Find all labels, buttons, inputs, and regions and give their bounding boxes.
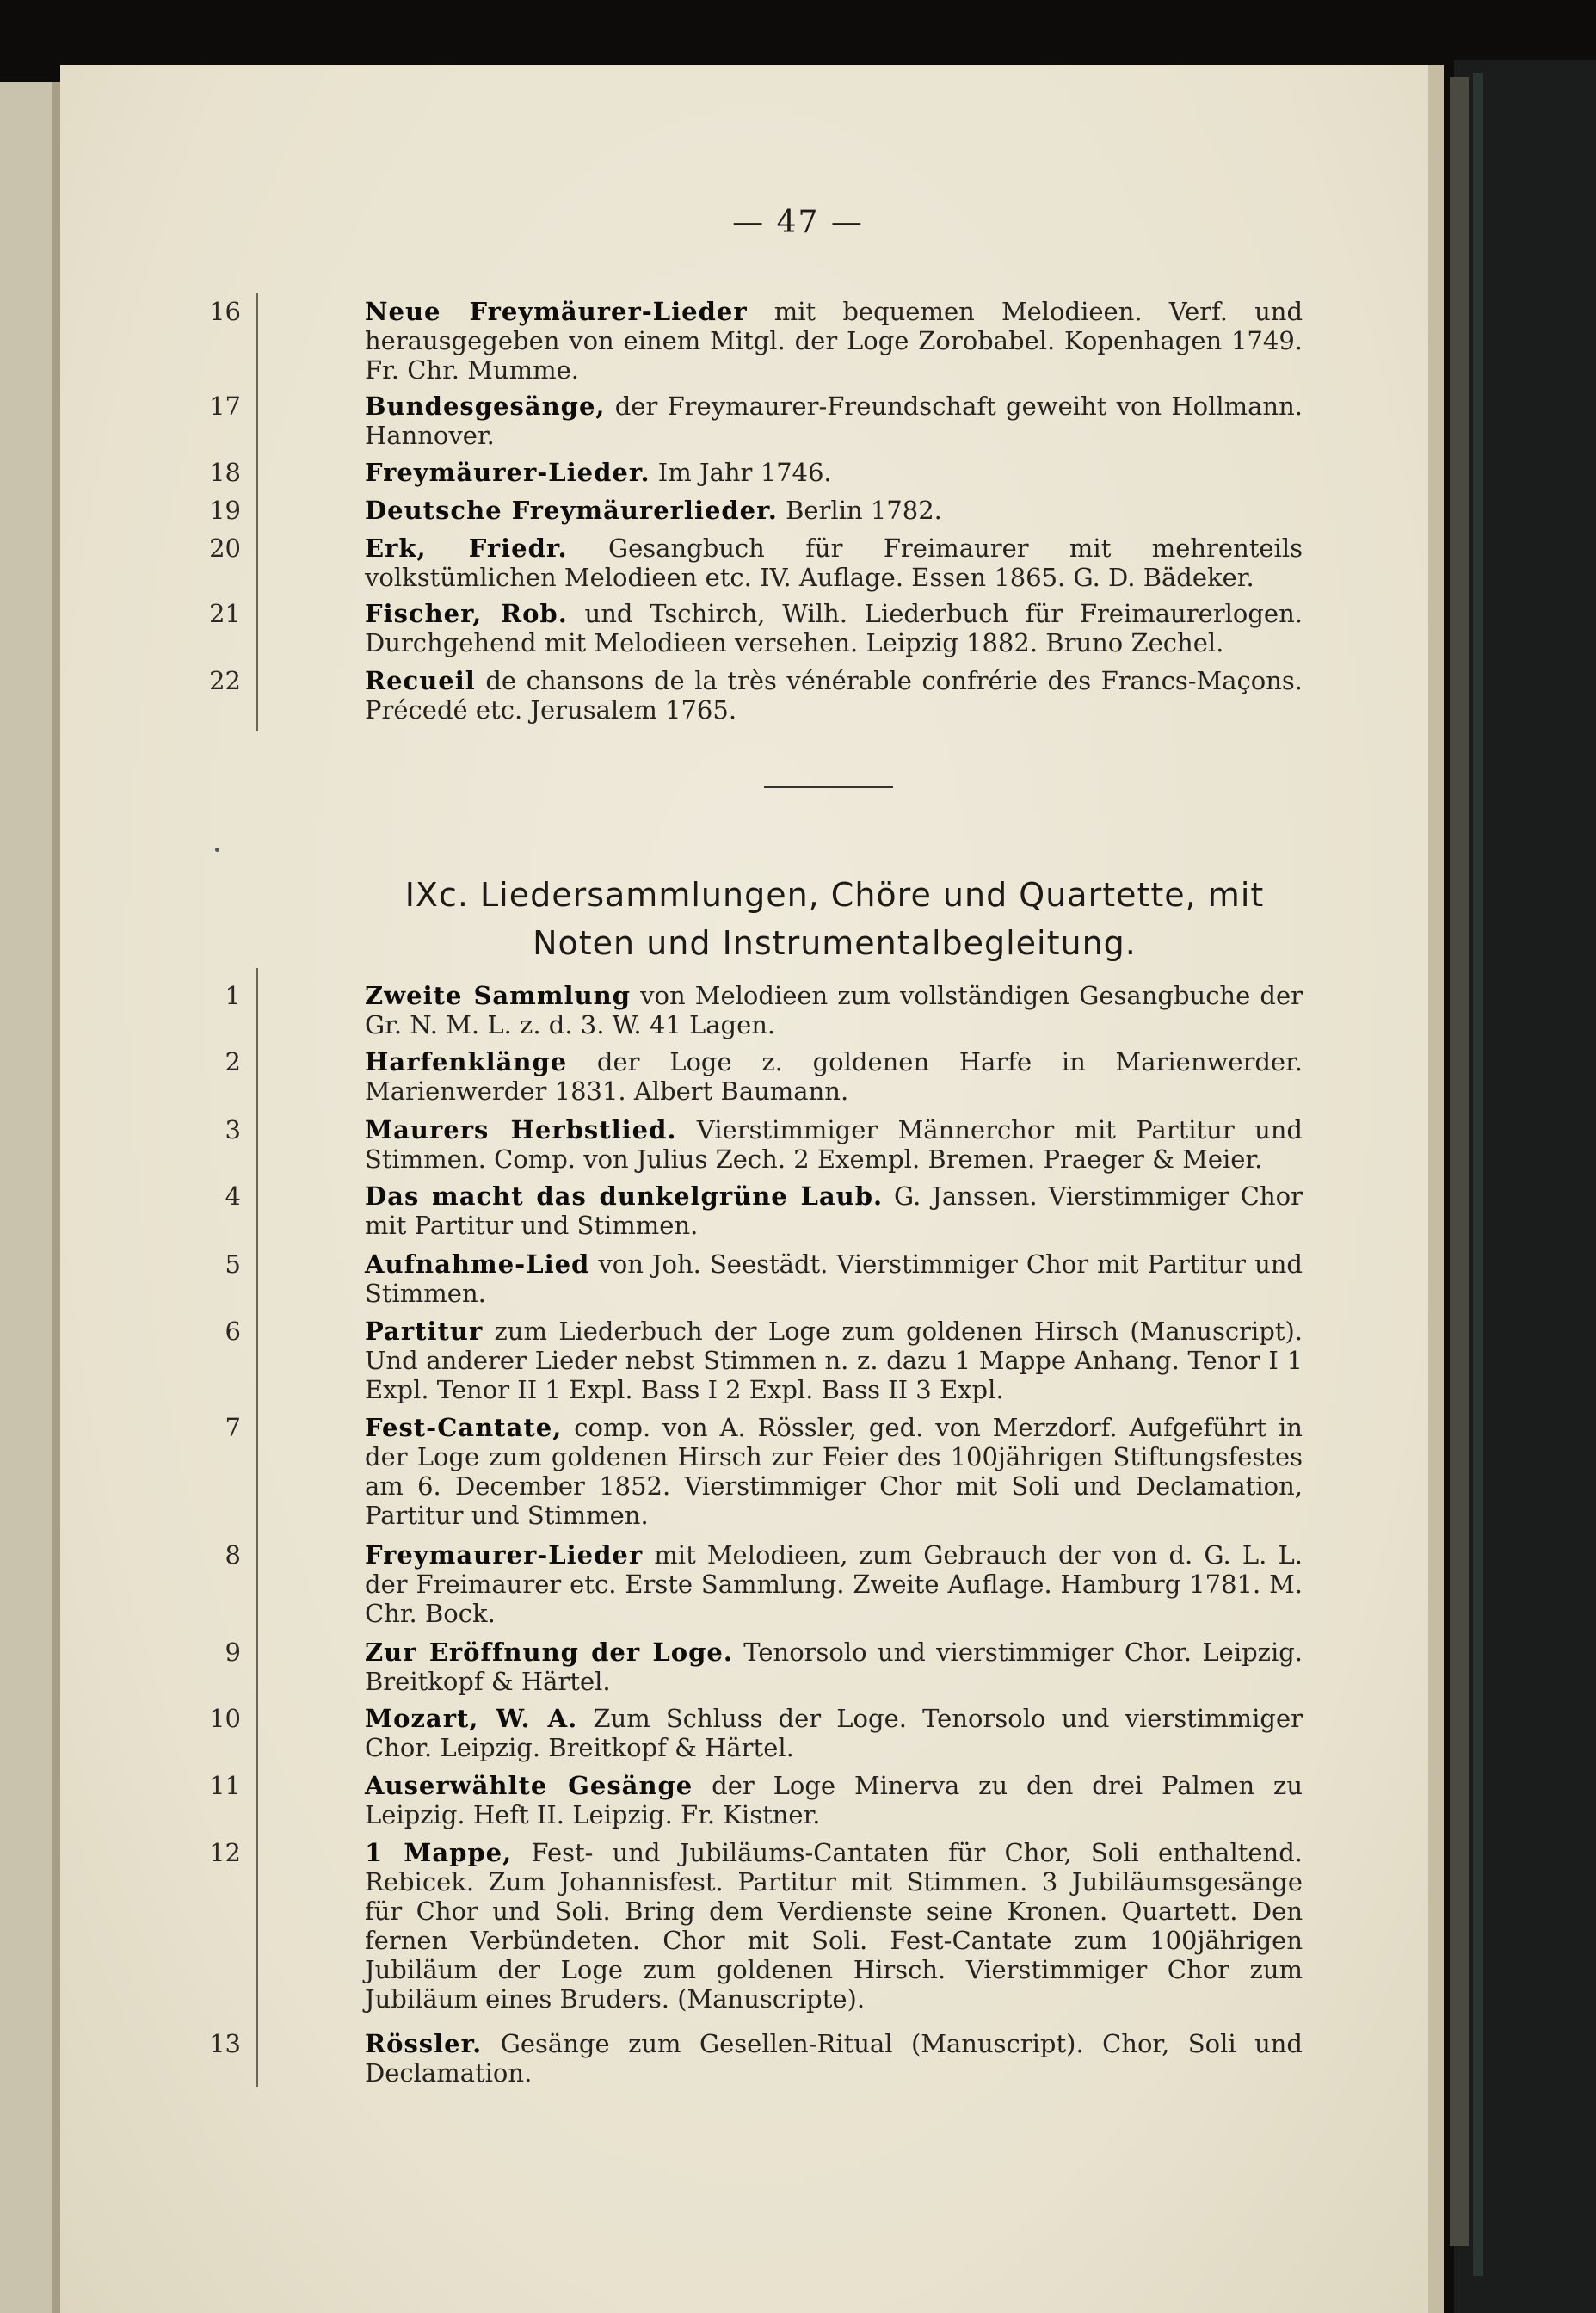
entry-text: Gesänge zum Gesellen-Ritual (Manuscript). Chor, Soli und Declamation. (365, 2029, 1303, 2088)
entry-text: comp. von A. Rössler, ged. von Merzdorf. Aufgeführt in der Loge zum goldenen Hirsch zur Feier des 100jährigen Stiftungsfestes am 6. December 1852. Vierstimmiger Chor mit Soli und Declamation, Partitur und Stimmen. (365, 1413, 1303, 1530)
entry-title: Aufnahme-Lied (365, 1249, 590, 1279)
entry-number: 17 (209, 392, 241, 421)
catalog-entry (365, 1638, 1303, 1696)
entry-text: G. Janssen. Vierstimmiger Chor mit Partitur und Stimmen. (365, 1181, 1303, 1240)
entry-number: 2 (225, 1047, 241, 1076)
entry-text: Gesangbuch für Freimaurer mit mehrenteils volkstümlichen Melodieen etc. IV. Auflage. Essen 1865. G. D. Bädeker. (365, 534, 1303, 592)
left-page-shadow (52, 82, 60, 2313)
entry-title: Freymäurer-Lieder. (365, 458, 650, 487)
page-fore-edge (1428, 65, 1444, 2313)
section-heading (379, 871, 1291, 967)
margin-rule-top (256, 293, 258, 731)
entry-number: 11 (209, 1771, 241, 1800)
entry-text: der Freymaurer-Freundschaft geweiht von Hollmann. Hannover. (365, 392, 1303, 450)
entry-title: Neue Freymäurer-Lieder (365, 297, 748, 326)
binding-edge (1450, 77, 1469, 2246)
entry-title: Partitur (365, 1317, 484, 1346)
catalog-entry (365, 1317, 1303, 1404)
entry-title: 1 Mappe, (365, 1838, 513, 1867)
page-number: — 47 — (732, 205, 864, 240)
entry-title: Zweite Sammlung (365, 981, 632, 1010)
entry-text: Im Jahr 1746. (650, 458, 832, 487)
catalog-entry (365, 981, 1303, 1039)
catalog-entry (365, 392, 1303, 450)
entry-number: 9 (225, 1638, 241, 1667)
entry-number: 16 (209, 297, 241, 326)
entry-number: 21 (209, 599, 241, 628)
catalog-entry (365, 1704, 1303, 1762)
section-heading-line2: Noten und Instrumentalbegleitung. (533, 924, 1137, 962)
entry-number: 4 (225, 1181, 241, 1211)
entry-number: 18 (209, 458, 241, 487)
entry-title: Deutsche Freymäurerlieder. (365, 496, 778, 525)
margin-dot (215, 848, 219, 852)
catalog-entry (365, 1771, 1303, 1829)
catalog-entry (365, 1540, 1303, 1628)
entry-text: mit bequemen Melodieen. Verf. und herausgegeben von einem Mitgl. der Loge Zorobabel. Kopenhagen 1749. Fr. Chr. Mumme. (365, 297, 1303, 385)
entry-number: 7 (225, 1413, 241, 1442)
entry-title: Freymaurer-Lieder (365, 1540, 644, 1570)
entry-text: Vierstimmiger Männerchor mit Partitur und Stimmen. Comp. von Julius Zech. 2 Exempl. Bremen. Praeger & Meier. (365, 1115, 1303, 1174)
entry-number: 13 (209, 2029, 241, 2058)
entry-title: Fischer, Rob. (365, 599, 568, 628)
catalog-entry (365, 1115, 1303, 1174)
entry-text: von Melodieen zum vollständigen Gesangbuche der Gr. N. M. L. z. d. 3. W. 41 Lagen. (365, 981, 1303, 1039)
entry-text: Zum Schluss der Loge. Tenorsolo und vierstimmiger Chor. Leipzig. Breitkopf & Härtel. (365, 1704, 1303, 1762)
entry-number: 6 (225, 1317, 241, 1346)
entry-title: Auserwählte Gesänge (365, 1771, 693, 1800)
entry-title: Das macht das dunkelgrüne Laub. (365, 1181, 884, 1211)
entry-text: Tenorsolo und vierstimmiger Chor. Leipzig. Breitkopf & Härtel. (365, 1638, 1303, 1696)
entry-title: Fest-Cantate, (365, 1413, 563, 1442)
entry-title: Bundesgesänge, (365, 392, 606, 421)
entry-title: Maurers Herbstlied. (365, 1115, 677, 1144)
entry-text: de chansons de la très vénérable confrérie des Francs-Maçons. Précedé etc. Jerusalem 1765. (365, 666, 1303, 725)
section-divider (764, 786, 893, 788)
catalog-entry (365, 2029, 1303, 2088)
entry-title: Harfenklänge (365, 1047, 568, 1076)
catalog-entry (365, 297, 1303, 385)
entry-text: und Tschirch, Wilh. Liederbuch für Freimaurerlogen. Durchgehend mit Melodieen versehen. Leipzig 1882. Bruno Zechel. (365, 599, 1303, 657)
entry-title: Zur Eröffnung der Loge. (365, 1638, 733, 1667)
section-heading-line1: IXc. Liedersammlungen, Chöre und Quartette, mit (404, 876, 1265, 914)
catalog-entry (365, 496, 1303, 525)
entry-text: von Joh. Seestädt. Vierstimmiger Chor mit Partitur und Stimmen. (365, 1249, 1303, 1308)
catalog-entry (365, 458, 1303, 487)
entry-text: Berlin 1782. (777, 496, 942, 525)
entry-text: der Loge Minerva zu den drei Palmen zu Leipzig. Heft II. Leipzig. Fr. Kistner. (365, 1771, 1303, 1829)
catalog-entry (365, 1413, 1303, 1530)
entry-number: 20 (209, 534, 241, 563)
entry-text: zum Liederbuch der Loge zum goldenen Hirsch (Manuscript). Und anderer Lieder nebst Stimmen n. z. dazu 1 Mappe Anhang. Tenor I 1 Expl. Tenor II 1 Expl. Bass I 2 Expl. Bass II 3 Expl. (365, 1317, 1303, 1404)
catalog-entry (365, 1838, 1303, 2014)
entry-number: 19 (209, 496, 241, 525)
left-page-edge (0, 82, 59, 2313)
entry-text: Fest- und Jubiläums-Cantaten für Chor, Soli enthaltend. Rebicek. Zum Johannisfest. Partitur mit Stimmen. 3 Jubiläumsgesänge für Chor und Soli. Bring dem Verdienste seine Kronen. Quartett. Den fernen Verbündeten. Chor mit Soli. Fest-Cantate zum 100jährigen Jubiläum der Loge zum goldenen Hirsch. Vierstimmiger Chor zum Jubiläum eines Bruders. (Manuscripte). (365, 1838, 1303, 2014)
entry-number: 22 (209, 666, 241, 695)
catalog-entry (365, 1249, 1303, 1308)
entry-text: der Loge z. goldenen Harfe in Marienwerder. Marienwerder 1831. Albert Baumann. (365, 1047, 1303, 1106)
margin-rule-bottom (256, 968, 258, 2087)
entry-number: 3 (225, 1115, 241, 1144)
catalog-entry (365, 666, 1303, 725)
catalog-entry (365, 1181, 1303, 1240)
entry-title: Recueil (365, 666, 476, 695)
binding-strip (1473, 73, 1483, 2276)
catalog-entry (365, 599, 1303, 657)
catalog-entry (365, 534, 1303, 592)
entry-title: Erk, Friedr. (365, 534, 568, 563)
entry-text: mit Melodieen, zum Gebrauch der von d. G. L. L. der Freimaurer etc. Erste Sammlung. Zweite Auflage. Hamburg 1781. M. Chr. Bock. (365, 1540, 1303, 1628)
entry-number: 10 (209, 1704, 241, 1733)
entry-number: 8 (225, 1540, 241, 1570)
entry-number: 12 (209, 1838, 241, 1867)
entry-title: Mozart, W. A. (365, 1704, 578, 1733)
entry-title: Rössler. (365, 2029, 483, 2058)
entry-number: 5 (225, 1249, 241, 1279)
catalog-entry (365, 1047, 1303, 1106)
entry-number: 1 (225, 981, 241, 1010)
